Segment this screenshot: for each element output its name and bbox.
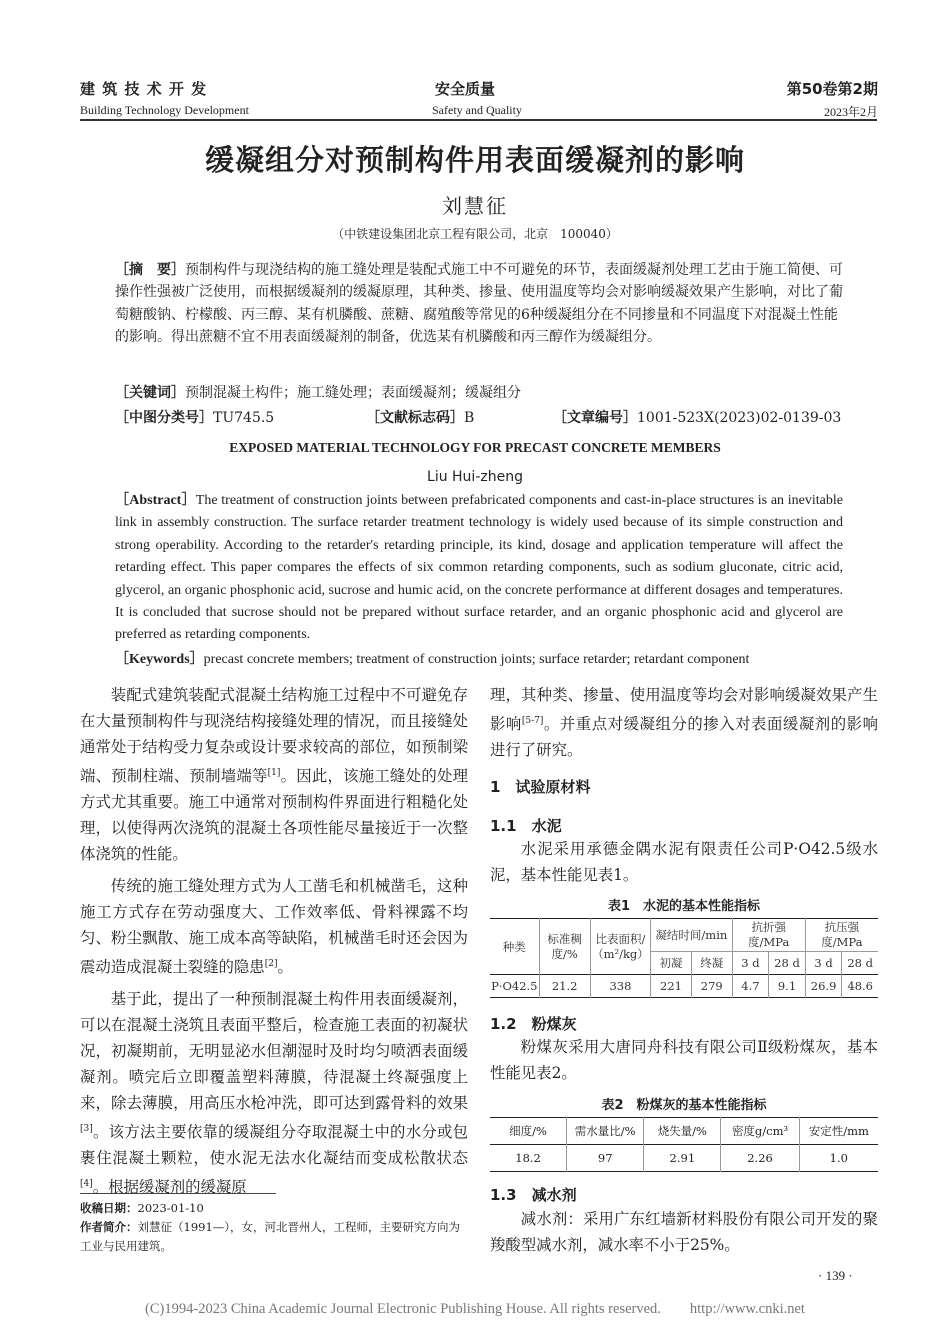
table2-cell: 18.2 xyxy=(490,1145,567,1172)
table2-header: 安定性/mm xyxy=(808,1124,869,1138)
body-right-continuation: 理，其种类、掺量、使用温度等均会对影响缓凝效果产生影响[5-7]。并重点对缓凝组分的掺入对表面缓凝剂的影响进行了研究。 xyxy=(490,686,878,760)
table1-cell: 221 xyxy=(651,975,692,998)
table2-cell: 2.26 xyxy=(721,1145,799,1172)
table1-cell: 48.6 xyxy=(847,979,873,993)
affiliation: （中铁建设集团北京工程有限公司，北京 100040） xyxy=(332,227,618,241)
paragraph-intro: 装配式建筑装配式混凝土结构施工过程中不可避免存在大量预制构件与现浇结构接缝处理的情况，而且接缝处通常处于结构受力复杂或设计要求较高的部位，如预制梁端、预制柱端、预制墙端等[1]。因此，该施工缝处的处理方式尤其重要。施工中通常对预制构件界面进行粗糙化处理，以使得两次浇筑的混凝土各项性能尽量接近于一次整体浇筑的性能。 xyxy=(80,686,468,864)
article-no-label: ［文章编号］ xyxy=(553,410,637,426)
table1-header-consistency: 标准稠度/% xyxy=(539,919,590,975)
table1-cell: 21.2 xyxy=(539,975,590,998)
table1-caption: 表1 水泥的基本性能指标 xyxy=(607,899,761,914)
table1-header-flex-3d: 3 d xyxy=(732,952,769,975)
table1-header-final: 终凝 xyxy=(691,952,732,975)
section-heading-1-3: 1.3 减水剂 xyxy=(490,1186,577,1204)
received-date: 收稿日期：2023-01-10 xyxy=(80,1201,204,1215)
section-heading-1-2: 1.2 粉煤灰 xyxy=(490,1015,577,1033)
table1-header-surface: 比表面积/（m²/kg） xyxy=(590,919,650,975)
english-author: Liu Hui-zheng xyxy=(427,469,523,485)
keywords-cn-label: ［关键词］ xyxy=(115,385,185,401)
author-bio: 作者简介：刘慧征（1991—），女，河北晋州人，工程师，主要研究方向为工业与民用建筑。 xyxy=(80,1220,461,1253)
section-name-en: Safety and Quality xyxy=(432,103,522,117)
volume-issue: 第50卷第2期 xyxy=(786,80,878,98)
english-title: EXPOSED MATERIAL TECHNOLOGY FOR PRECAST CONCRETE MEMBERS xyxy=(229,440,721,455)
section-heading-1: 1 试验原材料 xyxy=(490,778,591,796)
clc-line xyxy=(115,407,274,427)
table1-header-comp-28d: 28 d xyxy=(847,956,874,970)
author-name: 刘慧征 xyxy=(442,194,508,218)
table2-header: 烧失量/% xyxy=(644,1118,721,1145)
section-name-cn: 安全质量 xyxy=(435,80,496,98)
doc-code-label: ［文献标志码］ xyxy=(366,410,464,426)
table2-cell: 97 xyxy=(567,1145,644,1172)
table1-header-compressive: 抗压强度/MPa xyxy=(805,919,878,952)
article-no-value: 1001-523X(2023)02-0139-03 xyxy=(637,410,842,426)
paper-title: 缓凝组分对预制构件用表面缓凝剂的影响 xyxy=(204,143,745,177)
table1-header-comp-3d: 3 d xyxy=(805,952,842,975)
issue-date: 2023年2月 xyxy=(823,105,878,119)
paragraph-cement: 水泥采用承德金隅水泥有限责任公司P·O42.5级水泥，基本性能见表1。 xyxy=(490,840,878,884)
table1-cell: 338 xyxy=(590,975,650,998)
table1-cell: 26.9 xyxy=(805,975,842,998)
paragraph-traditional: 传统的施工缝处理方式为人工凿毛和机械凿毛，这种施工方式存在劳动强度大、工作效率低、骨料裸露不均匀、粉尘飘散、施工成本高等缺陷，机械凿毛时还会因为震动造成混凝土裂缝的隐患[2]。 xyxy=(80,877,468,977)
table1-header-initial: 初凝 xyxy=(651,952,692,975)
table1-header-setting: 凝结时间/min xyxy=(651,919,733,952)
doc-code-line xyxy=(366,407,474,427)
table2-cell: 1.0 xyxy=(829,1151,848,1165)
paragraph-reducer: 减水剂：采用广东红墙新材料股份有限公司开发的聚羧酸型减水剂，减水率不小于25%。 xyxy=(490,1210,878,1254)
page-number: · 139 · xyxy=(818,1268,853,1283)
header-rule xyxy=(80,119,877,121)
keywords-en-label: ［Keywords］ xyxy=(115,652,204,667)
table2-caption: 表2 粉煤灰的基本性能指标 xyxy=(601,1098,767,1113)
body-left-column xyxy=(80,682,468,1201)
table2-header: 需水量比/% xyxy=(567,1118,644,1145)
abstract-cn-text: 预制构件与现浇结构的施工缝处理是装配式施工中不可避免的环节，表面缓凝剂处理工艺由于施工简便、可操作性强被广泛使用，而根据缓凝剂的缓凝原理，其种类、掺量、使用温度等均会对影响缓凝效果产生影响，对比了葡萄糖酸钠、柠檬酸、丙三醇、某有机膦酸、蔗糖、腐殖酸等常见的6种缓凝组分在不同掺量和不同温度下对混凝土性能的影响。得出蔗糖不宜不用表面缓凝剂的制备，优选某有机膦酸和丙三醇作为缓凝组分。 xyxy=(115,262,843,346)
clc-label: ［中图分类号］ xyxy=(115,410,213,426)
table1-cell: P·O42.5 xyxy=(490,975,539,998)
journal-name-en: Building Technology Development xyxy=(80,103,249,117)
doc-code-value: B xyxy=(464,410,475,426)
article-no-line xyxy=(553,407,841,427)
table2-header: 密度g/cm³ xyxy=(721,1118,799,1145)
keywords-en xyxy=(115,648,855,668)
table1-cell: 9.1 xyxy=(769,975,806,998)
table2-cell: 2.91 xyxy=(644,1145,721,1172)
keywords-cn xyxy=(115,382,521,402)
abstract-cn-label: ［摘 要］ xyxy=(115,262,185,278)
table1-header-type: 种类 xyxy=(490,919,539,975)
clc-value: TU745.5 xyxy=(213,410,275,426)
abstract-en xyxy=(115,490,843,647)
table-cement-properties xyxy=(490,918,878,998)
table-flyash-properties xyxy=(490,1117,878,1172)
section-heading-1-1: 1.1 水泥 xyxy=(490,817,562,835)
copyright-footer: (C)1994-2023 China Academic Journal Electronic Publishing House. All rights reserved. http://www.cnki.net xyxy=(145,1301,805,1317)
paragraph-proposal: 基于此，提出了一种预制混凝土构件用表面缓凝剂，可以在混凝土浇筑且表面平整后，检查施工表面的初凝状况，初凝期前，无明显泌水但潮湿时及时均匀喷洒表面缓凝剂。喷完后立即覆盖塑料薄膜，待混凝土终凝强度上来，除去薄膜，用高压水枪冲洗，即可达到露骨料的效果[3]。该方法主要依靠的缓凝组分夺取混凝土中的水分或包裹住混凝土颗粒，使水泥无法水化凝结而变成松散状态[4]。根据缓凝剂的缓凝原 xyxy=(80,990,468,1197)
keywords-cn-text: 预制混凝土构件；施工缝处理；表面缓凝剂；缓凝组分 xyxy=(185,385,521,401)
keywords-en-text: precast concrete members; treatment of construction joints; surface retarder; retardant component xyxy=(203,652,750,667)
table1-cell: 279 xyxy=(691,975,732,998)
table2-header: 细度/% xyxy=(490,1118,567,1145)
abstract-cn xyxy=(115,259,843,349)
paragraph-flyash: 粉煤灰采用大唐同舟科技有限公司Ⅱ级粉煤灰，基本性能见表2。 xyxy=(490,1038,878,1082)
abstract-en-label: ［Abstract］ xyxy=(115,493,196,508)
footnote-rule xyxy=(80,1193,276,1194)
table1-header-flex-28d: 28 d xyxy=(769,952,806,975)
table1-cell: 4.7 xyxy=(732,975,769,998)
abstract-en-text: The treatment of construction joints between prefabricated components and cast-in-place structures is an inevitable link in assembly construction. The surface retarder treatment technology is widely used because of its simple construction and strong operability. According to the retarder's retarding principle, its kind, dosage and application temperature will affect the retarding effect. This paper compares the effects of six common retarding components, such as sodium gluconate, citric acid, glycerol, an organic phosphonic acid, sucrose and humic acid, on the concrete performance at different dosages and temperatures. It is concluded that sucrose should not be prepared without surface retarder, and an organic phosphonic acid and glycerol are preferred as retarding components. xyxy=(115,493,843,643)
table1-header-flexural: 抗折强度/MPa xyxy=(732,919,805,952)
journal-name-cn: 建 筑 技 术 开 发 xyxy=(80,80,208,98)
